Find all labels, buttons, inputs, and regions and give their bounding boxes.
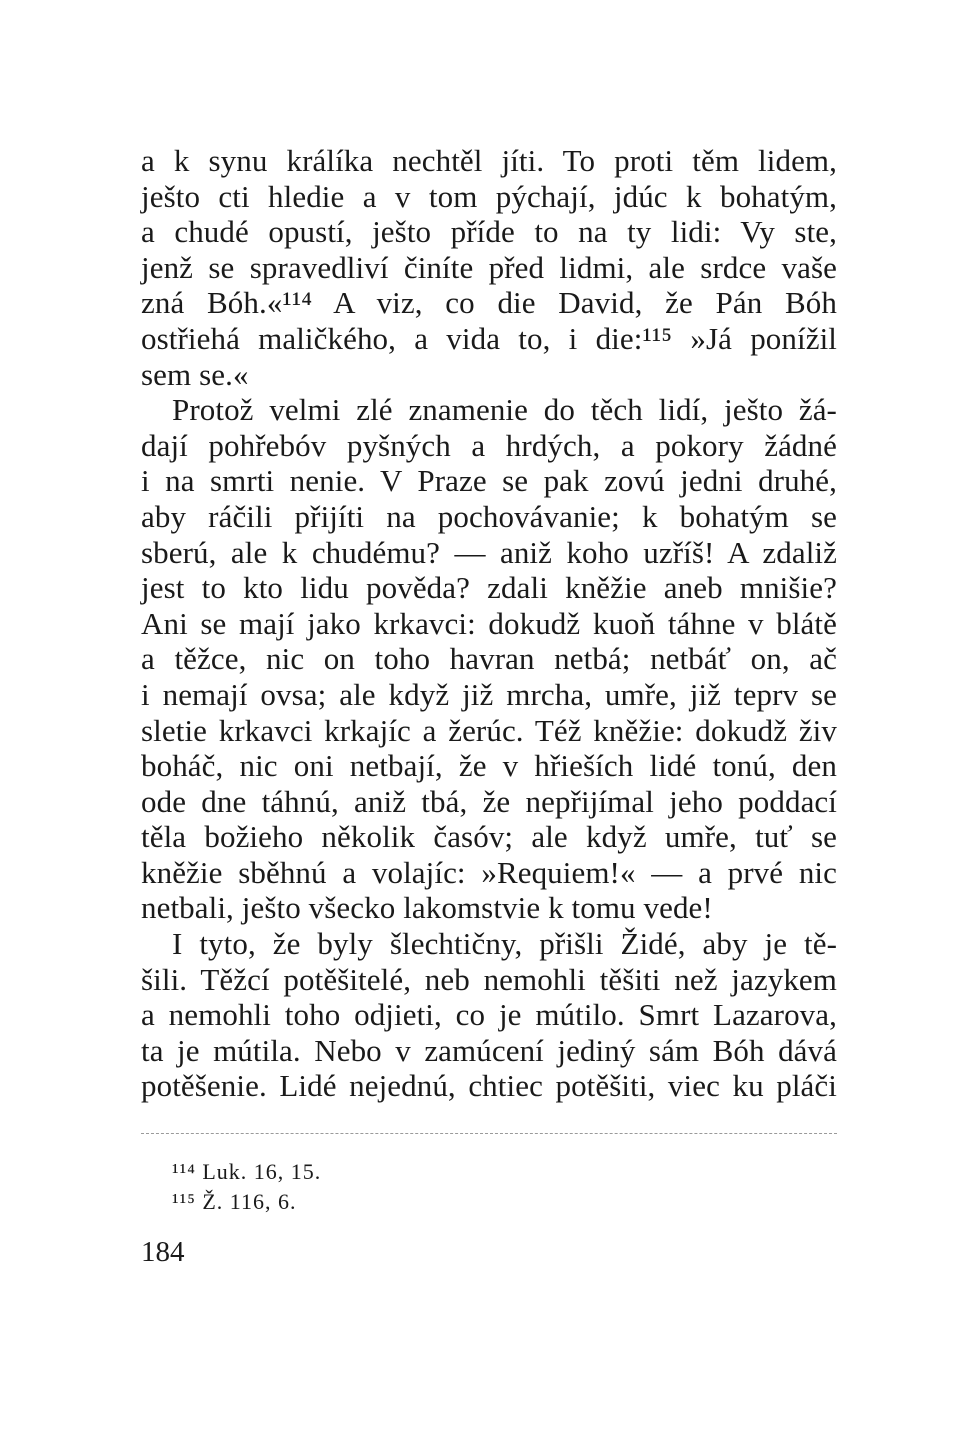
- text-line: aby ráčili přijíti na pochovávanie; k bohatým se: [141, 498, 837, 534]
- text-line: netbali, ješto všecko lakomstvie k tomu vede!: [141, 890, 713, 926]
- text-line: zná Bóh.«¹¹⁴ A viz, co die David, že Pán Bóh: [141, 285, 837, 321]
- text-line: a k synu králíka nechtěl jíti. To proti těm lidem,: [141, 143, 837, 178]
- text-line: šili. Těžcí potěšitelé, neb nemohli těšiti než jazykem: [141, 961, 837, 997]
- text-line: ostřiehá maličkého, a vida to, i die:¹¹⁵ »Já ponížil: [141, 320, 837, 356]
- text-line: těla božieho několik časóv; ale když umře, tuť se: [141, 819, 837, 855]
- footnote: ¹¹⁵ Ž. 116, 6.: [172, 1189, 297, 1214]
- body-text: [141, 143, 837, 1104]
- text-line: sberú, ale k chudému? — aniž koho uzříš! A zdaliž: [141, 534, 837, 570]
- text-line: boháč, nic oni netbají, že v hřieších lidé tonú, den: [141, 748, 837, 784]
- text-line: sem se.«: [141, 356, 249, 392]
- text-line: i na smrti nenie. V Praze se pak zovú jedni druhé,: [141, 463, 837, 499]
- text-line: ješto cti hledie a v tom pýchají, jdúc k bohatým,: [141, 178, 837, 214]
- text-line: jest to kto lidu pověda? zdali kněžie aneb mnišie?: [141, 570, 837, 606]
- text-line: kněžie sběhnú a volajíc: »Requiem!« — a prvé nic: [141, 854, 837, 890]
- text-line: Ani se mají jako krkavci: dokudž kuoň táhne v blátě: [141, 605, 837, 641]
- text-line: a nemohli toho odjieti, co je mútilo. Smrt Lazarova,: [141, 997, 837, 1033]
- text-line: a těžce, nic on toho havran netbá; netbáť on, ač: [141, 641, 837, 677]
- text-line: I tyto, že byly šlechtičny, přišli Židé, aby je tě-: [172, 926, 837, 962]
- text-line: potěšenie. Lidé nejednú, chtiec potěšiti, viec ku pláči: [141, 1068, 837, 1104]
- text-line: i nemají ovsa; ale když již mrcha, umře, již teprv se: [141, 676, 837, 712]
- page-number: 184: [141, 1236, 185, 1268]
- text-line: dají pohřebóv pyšných a hrdých, a pokory žádné: [141, 427, 837, 463]
- text-line: sletie krkavci krkajíc a žerúc. Též kněžie: dokudž živ: [141, 712, 837, 748]
- text-line: Protož velmi zlé znamenie do těch lidí, ješto žá-: [172, 392, 837, 428]
- text-line: ta je mútila. Nebo v zamúcení jediný sám Bóh dává: [141, 1032, 837, 1068]
- footnote-divider: [141, 1133, 837, 1134]
- text-line: a chudé opustí, ješto příde to na ty lidi: Vy ste,: [141, 214, 837, 250]
- text-line: jenž se spravedliví činíte před lidmi, ale srdce vaše: [141, 249, 837, 285]
- text-line: ode dne táhnú, aniž tbá, že nepřijímal jeho poddací: [141, 783, 837, 819]
- footnotes: [172, 1157, 572, 1217]
- footnote: ¹¹⁴ Luk. 16, 15.: [172, 1159, 322, 1184]
